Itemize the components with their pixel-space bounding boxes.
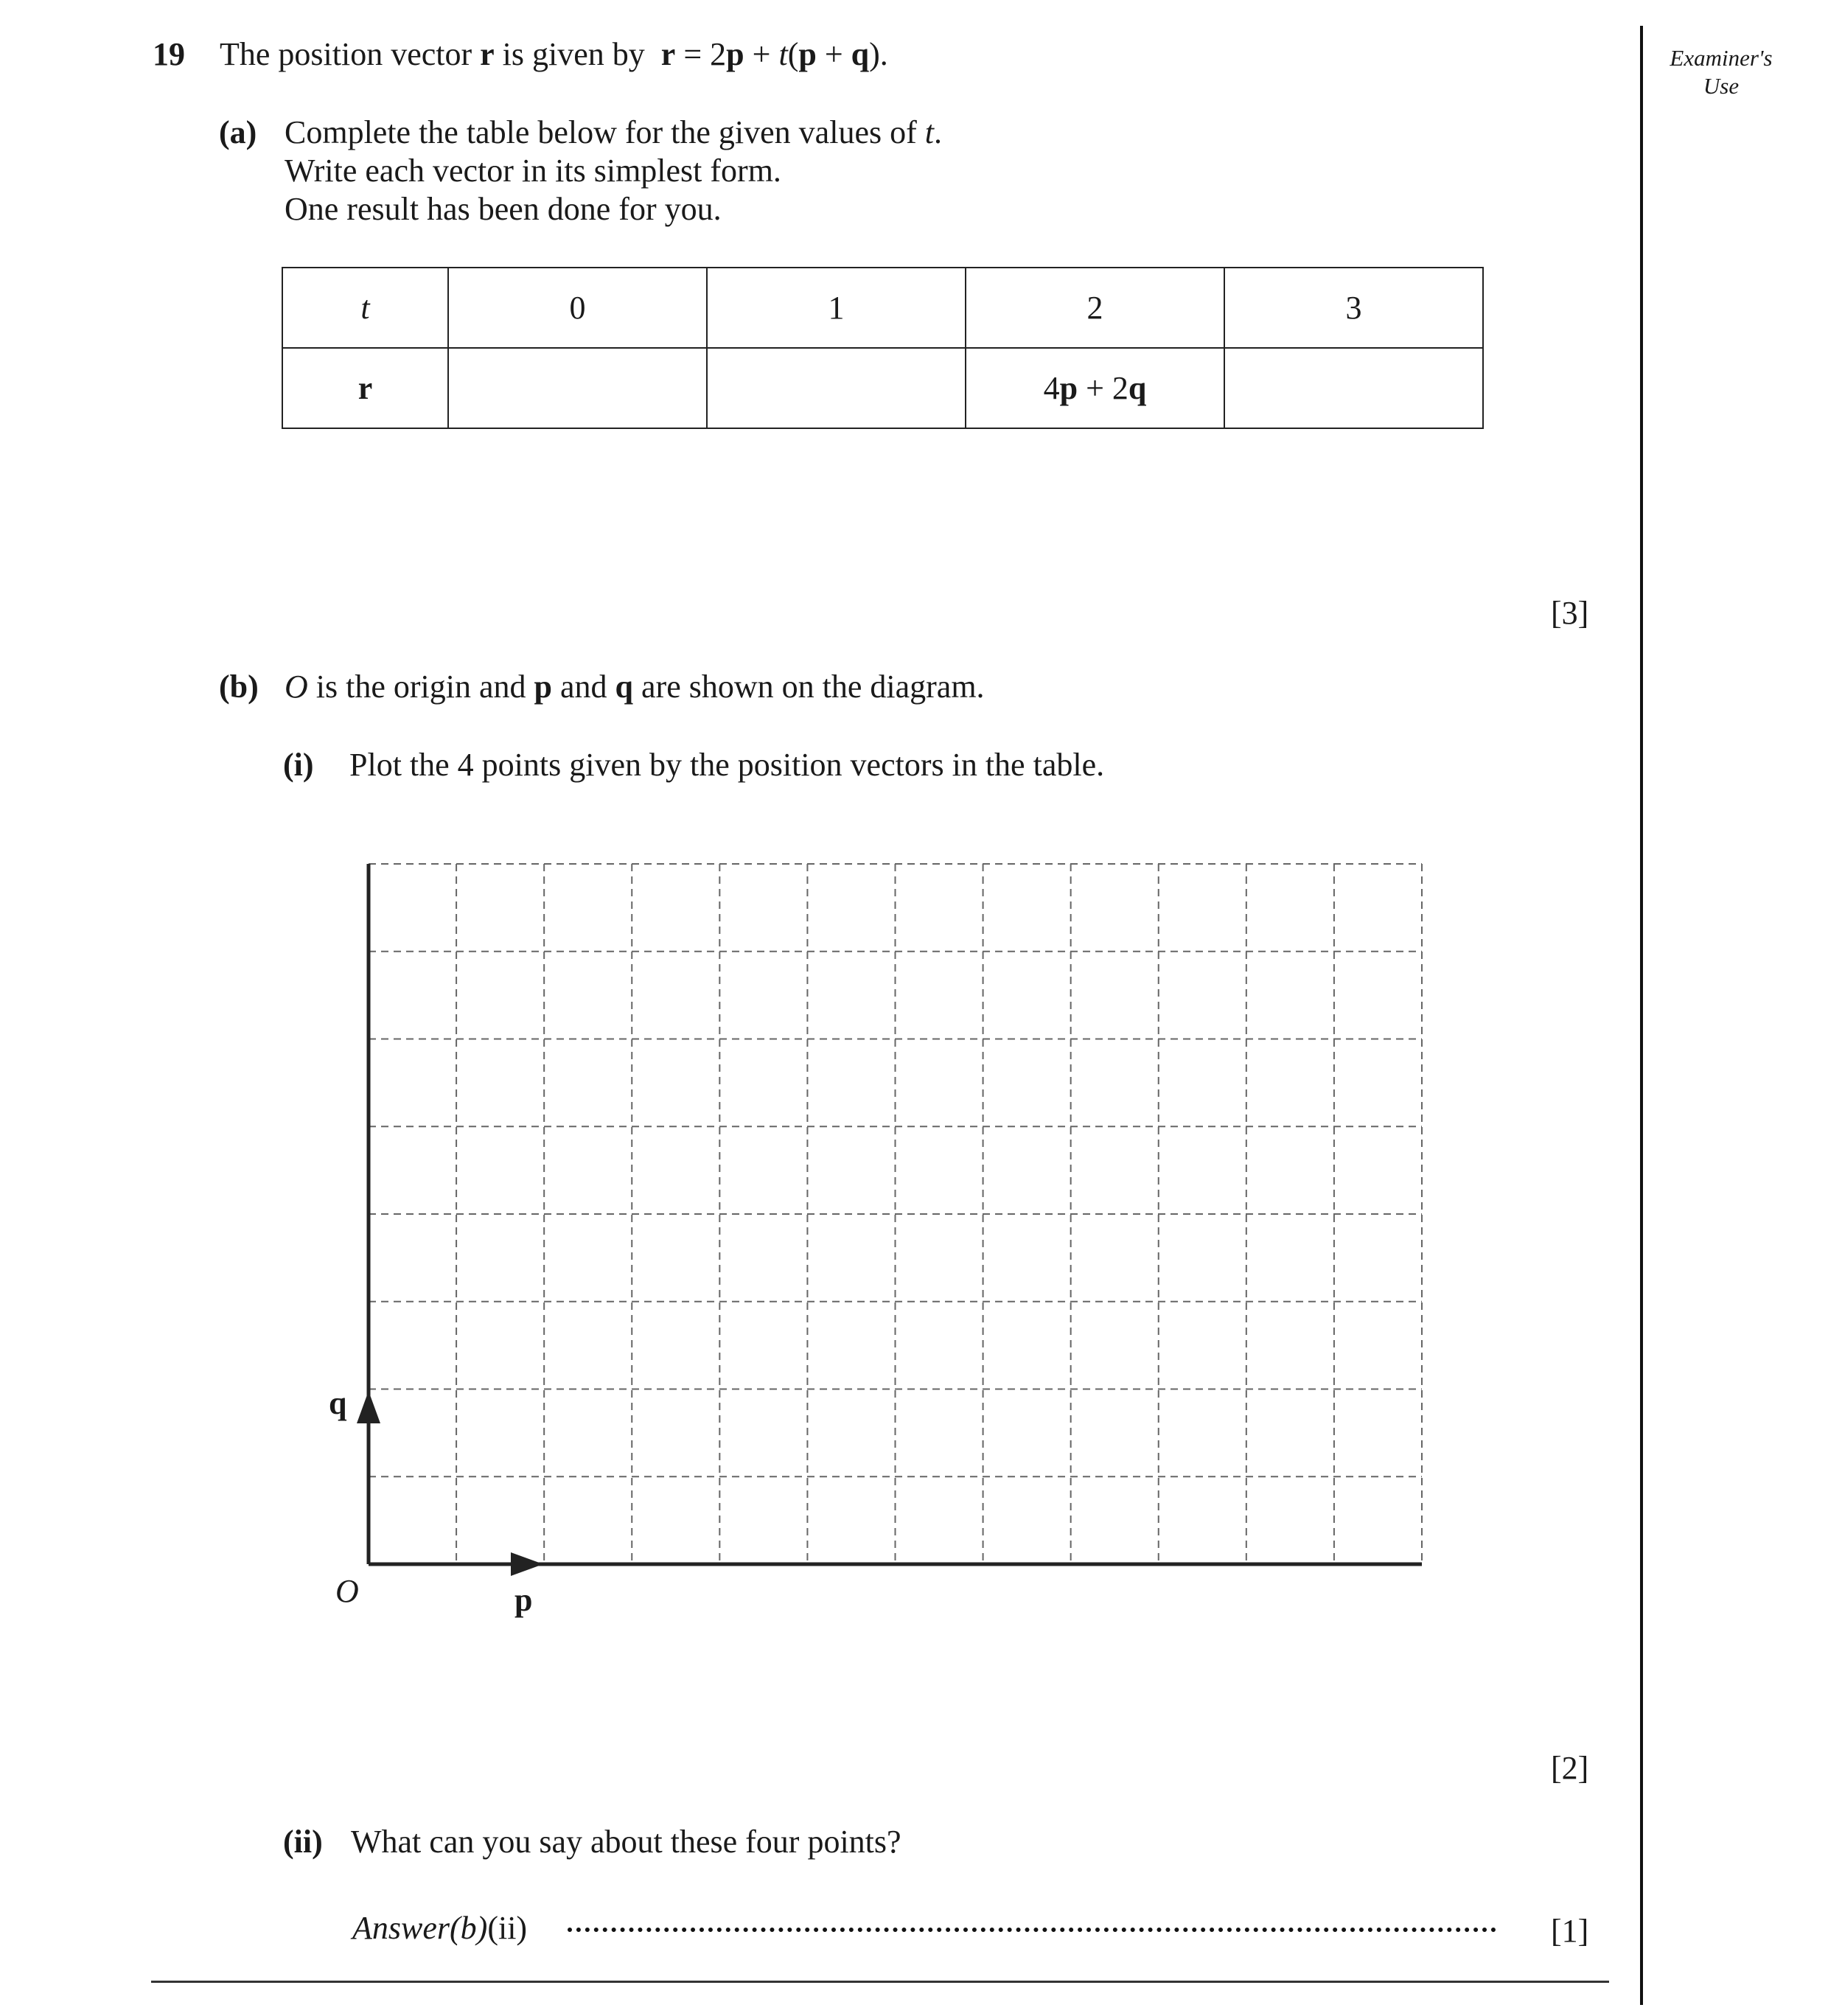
question-number: 19 [153,36,185,72]
formula-r: r [660,36,676,72]
q-label: q [329,1385,347,1421]
origin-label: O [335,1573,359,1609]
p-arrowhead-icon [511,1552,543,1576]
table-r-2-given: 4p + 2q [1043,370,1147,406]
part-b-intro-q: q [615,669,634,705]
formula-eq: = 2 [675,36,727,72]
formula-p: p [726,36,744,72]
part-b-intro-2: and [552,669,615,705]
part-b-intro-1: is the origin and [307,669,534,705]
part-a-marks: [3] [1551,595,1589,631]
p-label: p [514,1582,533,1618]
part-a-line1-text: Complete the table below for the given values of [285,114,925,150]
table-t-0: 0 [448,268,707,348]
table-t-1: 1 [707,268,966,348]
page-bottom-rule [151,1981,1609,1983]
part-a-line2: Write each vector in its simplest form. [285,153,781,189]
formula-p2: p [798,36,817,72]
table-t-2: 2 [966,268,1224,348]
examiners-use-line2: Use [1703,73,1740,99]
table-head-r: r [282,348,448,428]
formula-q: q [851,36,870,72]
formula-t: t [778,36,788,72]
part-b-ii-marks: [1] [1551,1913,1589,1949]
dashed-grid [369,864,1422,1564]
q-arrowhead-icon [357,1391,380,1423]
formula-close: ). [869,36,888,72]
part-b-i-text: Plot the 4 points given by the position vectors in the table. [349,747,1105,783]
answer-label-text: Answer(b) [352,1910,488,1946]
formula-open: ( [787,36,799,72]
part-b-ii-text: What can you say about these four points? [351,1824,901,1860]
examiners-use-line1: Examiner's [1670,45,1773,71]
stem-text-2: is given by [494,36,653,72]
part-a-line3: One result has been done for you. [285,191,722,227]
part-b-intro-3: are shown on the diagram. [633,669,985,705]
answer-label-part: (ii) [487,1910,528,1946]
answer-label [352,1912,527,1945]
part-b-ii-label: (ii) [283,1824,323,1860]
part-a-line1-t: t [924,114,934,150]
part-b-origin: O [285,669,308,705]
table-head-t: t [282,268,448,348]
formula-plus2: + [816,36,851,72]
stem-r: r [480,36,495,72]
answer-line[interactable] [568,1928,1496,1932]
part-b-intro-p: p [534,669,552,705]
part-a-line1-end: . [933,114,942,150]
table-t-3: 3 [1224,268,1483,348]
part-a-label: (a) [219,114,257,150]
stem-text-1: The position vector [220,36,481,72]
part-b-i-label: (i) [283,747,314,783]
part-b-i-marks: [2] [1551,1750,1589,1786]
formula-plus: + [744,36,779,72]
part-b-label: (b) [219,669,259,705]
